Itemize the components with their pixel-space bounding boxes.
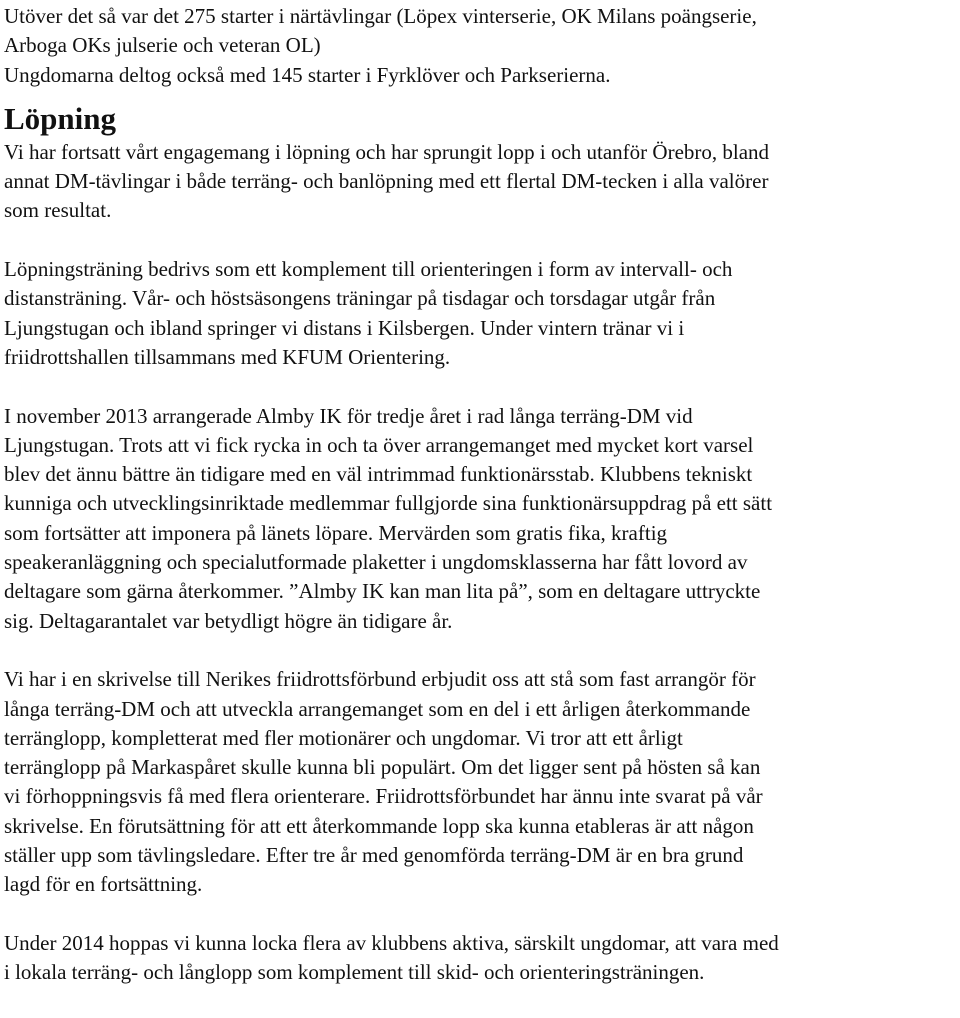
paragraph-federation-letter: [4, 665, 958, 899]
paragraph-running-results: [4, 138, 958, 226]
text-line: kunniga och utvecklingsinriktade medlemmar fullgjorde sina funktionärsuppdrag på ett sätt: [4, 491, 773, 516]
text-line: skrivelse. En förutsättning för att ett återkommande lopp ska kunna etableras är att någon: [4, 813, 754, 838]
text-line: Ljungstugan. Trots att vi fick rycka in och ta över arrangemanget med mycket kort varsel: [4, 432, 754, 457]
text-line: Ungdomarna deltog också med 145 starter i Fyrklöver och Parkserierna.: [4, 62, 611, 87]
text-line: Löpningsträning bedrivs som ett komplement till orienteringen i form av intervall- och: [4, 257, 733, 282]
section-heading: Löpning: [4, 100, 117, 136]
text-line: Arboga OKs julserie och veteran OL): [4, 33, 321, 58]
text-line: som resultat.: [4, 198, 112, 223]
text-line: Vi har i en skrivelse till Nerikes friidrottsförbund erbjudit oss att stå som fast arrangör för: [4, 667, 756, 692]
text-line: vi förhoppningsvis få med flera orienterare. Friidrottsförbundet har ännu inte svarat på vår: [4, 784, 763, 809]
text-line: friidrottshallen tillsammans med KFUM Orientering.: [4, 344, 451, 369]
text-line: speakeranläggning och specialutformade plaketter i ungdomsklasserna har fått lovord av: [4, 550, 748, 575]
document-page: [4, 2, 958, 988]
text-line: Utöver det så var det 275 starter i närtävlingar (Löpex vinterserie, OK Milans poängserie,: [4, 4, 757, 28]
text-line: distansträning. Vår- och höstsäsongens träningar på tisdagar och torsdagar utgår från: [4, 286, 716, 311]
paragraph-terrain-dm-2013: [4, 402, 958, 636]
paragraph-plans-2014: [4, 929, 958, 988]
text-line: Vi har fortsatt vårt engagemang i löpning och har sprungit lopp i och utanför Örebro, bland: [4, 139, 770, 164]
text-line: som fortsätter att imponera på länets löpare. Mervärden som gratis fika, kraftig: [4, 520, 668, 545]
text-line: terränglopp på Markaspåret skulle kunna bli populärt. Om det ligger sent på hösten så kan: [4, 755, 761, 780]
text-line: Ljungstugan och ibland springer vi distans i Kilsbergen. Under vintern tränar vi i: [4, 315, 685, 340]
text-line: blev det ännu bättre än tidigare med en väl intrimmad funktionärsstab. Klubbens tekniskt: [4, 462, 753, 487]
paragraph-running-training: [4, 255, 958, 372]
text-line: ställer upp som tävlingsledare. Efter tre år med genomförda terräng-DM är en bra grund: [4, 843, 744, 868]
text-line: I november 2013 arrangerade Almby IK för tredje året i rad långa terräng-DM vid: [4, 403, 693, 428]
text-line: sig. Deltagarantalet var betydligt högre än tidigare år.: [4, 608, 453, 633]
text-line: deltagare som gärna återkommer. ”Almby IK kan man lita på”, som en deltagare uttryckte: [4, 579, 761, 604]
text-line: terränglopp, kompletterat med fler motionärer och ungdomar. Vi tror att ett årligt: [4, 725, 683, 750]
text-line: i lokala terräng- och långlopp som komplement till skid- och orienteringsträningen.: [4, 960, 705, 985]
text-line: långa terräng-DM och att utveckla arrangemanget som en del i ett årligen återkommande: [4, 696, 751, 721]
text-line: Under 2014 hoppas vi kunna locka flera av klubbens aktiva, särskilt ungdomar, att vara med: [4, 930, 779, 955]
text-line: lagd för en fortsättning.: [4, 872, 203, 897]
intro-paragraph: [4, 2, 958, 90]
text-line: annat DM-tävlingar i både terräng- och banlöpning med ett flertal DM-tecken i alla valörer: [4, 169, 769, 194]
